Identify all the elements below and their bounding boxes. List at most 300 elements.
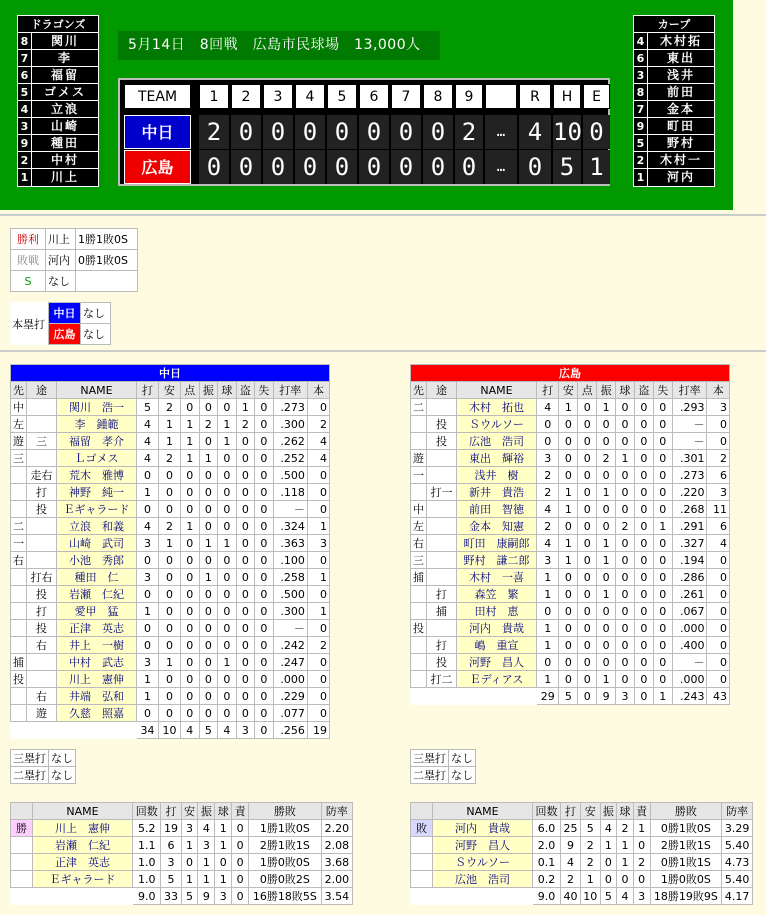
stat: .300 [273,603,307,620]
batting-order: 8 [18,33,32,49]
batter-row [11,637,330,654]
away-starting-lineup [17,15,99,187]
column-header: NAME [457,382,537,399]
stat: 0 [653,671,672,688]
column-header: 本 [707,382,730,399]
stat: 40 [561,888,581,905]
batter-row [411,501,730,518]
batter-row [11,399,330,416]
stat: 3.68 [321,854,352,871]
column-header: 勝敗 [650,803,722,820]
inning-header [485,84,517,109]
stat: 0 [307,399,329,416]
column-header: 途 [427,382,457,399]
stat: 0 [137,467,159,484]
batter-row [411,433,730,450]
lineup-row [634,33,714,50]
stat: 1 [537,569,559,586]
stat: 3 [707,484,730,501]
position: 左 [11,416,27,433]
stat: 0 [634,416,653,433]
stat: .258 [273,569,307,586]
inning-score: … [485,115,517,149]
position: 打 [27,484,57,501]
position [427,535,457,552]
position [27,416,57,433]
position: 走右 [27,467,57,484]
decision-mark [411,837,433,854]
player-name: 木村拓 [659,34,702,48]
stat: .363 [273,535,307,552]
stat: 1 [236,399,255,416]
stat: 0 [559,416,578,433]
stat: 0 [181,671,200,688]
stat: 1 [537,620,559,637]
column-header: 勝敗 [249,803,322,820]
stat: 3.29 [722,820,753,837]
stat: 4.73 [722,854,753,871]
lineup-row [18,101,98,118]
stat: .252 [273,450,307,467]
batter-name: 関川 浩一 [57,399,137,416]
stat: 2 [616,518,635,535]
position [27,552,57,569]
stat: 0 [634,637,653,654]
away-extra-base-hits [10,749,76,784]
inning-score: 2 [455,115,483,149]
stat: 1 [580,871,600,888]
stat: 19 [161,820,181,837]
stat: 0 [616,620,635,637]
stat: 4 [137,416,159,433]
stat: 1 [597,586,616,603]
stat: 0 [616,586,635,603]
stat: 1 [307,603,329,620]
batter-row [411,620,730,637]
stat: 0 [159,688,181,705]
batter-row [11,586,330,603]
stat: 0 [597,501,616,518]
position: 捕 [427,603,457,620]
stat: .300 [273,416,307,433]
stat: 0 [707,569,730,586]
stat: 0 [653,603,672,620]
stat: 5 [181,888,198,905]
stat: 0 [633,837,650,854]
stat: 4 [561,854,581,871]
stat: 0 [181,654,200,671]
stat: 0 [159,603,181,620]
decision-label: 敗戦 [11,250,46,271]
stat: 0 [218,620,237,637]
position: 三 [411,552,427,569]
position [27,399,57,416]
stat: 0 [578,620,597,637]
stat: 0 [181,467,200,484]
stat: 0 [232,854,249,871]
stat: 0 [137,637,159,654]
stat: 0 [616,433,635,450]
batting-order: 8 [634,84,648,100]
stat: 2 [199,416,218,433]
pitcher-name: 川上 憲伸 [33,820,133,837]
stat: 0 [559,518,578,535]
stat: 1 [215,871,232,888]
stat: 0 [559,654,578,671]
stat: 0 [236,586,255,603]
batter-name: 岩瀬 仁紀 [57,586,137,603]
batter-name: 町田 康嗣郎 [457,535,537,552]
stat: 0 [181,569,200,586]
inning-score: 0 [263,115,293,149]
column-header: 振 [600,803,617,820]
player-name: 木村一 [659,153,702,167]
stat: 1 [597,399,616,416]
team-title-row [411,365,730,382]
stat: .400 [672,637,707,654]
batter-name: 田村 恵 [457,603,537,620]
stat: 0 [236,671,255,688]
stat: 0 [653,433,672,450]
stat: 0 [218,671,237,688]
position: 打一 [427,484,457,501]
stat: 1 [198,871,215,888]
team-title-row [11,365,330,382]
divider [0,214,766,216]
stat: 0 [597,569,616,586]
stat: 1 [597,484,616,501]
stat: 1 [199,569,218,586]
stat: .247 [273,654,307,671]
batter-row [411,450,730,467]
stat: 4 [617,888,634,905]
position: 投 [427,433,457,450]
stat: 0 [597,654,616,671]
stat: 0 [537,654,559,671]
column-header: 回数 [533,803,561,820]
player-name: 立浪 [50,102,79,116]
stat: 0 [255,603,274,620]
total-r: 4 [519,115,551,149]
batter-name: 山崎 武司 [57,535,137,552]
stat: 0 [597,518,616,535]
batter-name: 新井 貴浩 [457,484,537,501]
stat: 0 [559,603,578,620]
lineup-row [634,101,714,118]
batting-order: 1 [634,169,648,186]
stat: 3 [215,888,232,905]
batter-row [11,705,330,722]
stat: 0 [616,501,635,518]
stat: 1 [181,871,198,888]
stat: 0 [707,654,730,671]
stat: 0 [307,501,329,518]
batter-name: 荒木 雅博 [57,467,137,484]
stat: 5 [559,688,578,705]
stat: 4 [137,450,159,467]
inning-score: 0 [295,150,325,184]
batter-name: 井端 弘和 [57,688,137,705]
stat: 0 [578,637,597,654]
stat: 0 [159,484,181,501]
header-row [11,382,330,399]
stat: 1 [137,671,159,688]
batter-row [11,450,330,467]
stat: 0 [181,854,198,871]
stat: 0 [232,837,249,854]
column-header: 責 [633,803,650,820]
position: 投 [411,620,427,637]
stat: 0 [181,620,200,637]
stat: 0 [255,399,274,416]
stat: 0 [578,501,597,518]
position [11,603,27,620]
stat: 5 [161,871,181,888]
player-name: 李 [57,51,72,65]
stat: 0 [218,484,237,501]
stat: 10 [159,722,181,739]
stat: 0 [199,688,218,705]
batting-order: 6 [18,67,32,83]
batter-name: 正津 英志 [57,620,137,637]
batter-name: 浅井 樹 [457,467,537,484]
stat: 0 [307,620,329,637]
stat: 3 [137,654,159,671]
inning-score: 0 [327,150,357,184]
header-row [411,382,730,399]
stat: 0 [181,501,200,518]
home-team-label: 広島 [124,150,191,184]
lineup-row [634,67,714,84]
extra-base-row [11,750,76,767]
pitcher-record: 0勝1敗0S [76,250,138,271]
stat: 0 [537,603,559,620]
stat: － [273,620,307,637]
pitcher-row [11,854,353,871]
stat: 0 [559,586,578,603]
stat: 5.40 [722,871,753,888]
stat: 0 [307,654,329,671]
batter-name: 神野 純一 [57,484,137,501]
stat: 0 [600,871,617,888]
away-pitching-table [10,802,353,905]
position: 遊 [27,705,57,722]
position [11,467,27,484]
stat: 0 [653,501,672,518]
stat: 0 [597,467,616,484]
stat: 1 [218,433,237,450]
position [427,552,457,569]
lineup-row [18,169,98,186]
position: 投 [427,654,457,671]
position: 右 [11,552,27,569]
stat: 5 [199,722,218,739]
player-name: 野村 [666,136,695,150]
stat: 10 [580,888,600,905]
position [411,603,427,620]
batter-name: 福留 孝介 [57,433,137,450]
stat: 0 [255,722,274,739]
pitcher-name [433,888,533,905]
decision-mark [411,854,433,871]
stat: 3 [307,535,329,552]
position: 一 [411,467,427,484]
pitcher-row [411,820,753,837]
stat: 0 [255,416,274,433]
stat: 2.0 [533,837,561,854]
stat: 0 [634,450,653,467]
stat: 0 [236,603,255,620]
stat: 1 [218,535,237,552]
column-header: NAME [433,803,533,820]
decision-mark [411,888,433,905]
column-header: 防率 [722,803,753,820]
stat: 0 [255,688,274,705]
column-header: 失 [255,382,274,399]
column-header: 盗 [236,382,255,399]
position [11,620,27,637]
stat: 0 [199,433,218,450]
stat: 0 [653,535,672,552]
stat: 25 [561,820,581,837]
stat: 0 [616,603,635,620]
batter-row [411,518,730,535]
stat: 0 [181,552,200,569]
batter-name: 野村 謙二郎 [457,552,537,569]
stat: 0 [653,552,672,569]
stat: 0 [559,671,578,688]
total-h: 10 [553,115,581,149]
batter-name: 小池 秀郎 [57,552,137,569]
stat: .220 [672,484,707,501]
stat: 1 [617,837,634,854]
inning-header: H [553,84,581,109]
position [427,450,457,467]
position [411,654,427,671]
position: 打右 [27,569,57,586]
stat: 0 [199,586,218,603]
decision-mark [11,854,33,871]
stat: 0 [181,484,200,501]
position [11,484,27,501]
batter-name: Ｌゴメス [57,450,137,467]
stat: 1 [215,837,232,854]
stat: 4 [218,722,237,739]
stat: 0 [218,467,237,484]
position: 三 [11,450,27,467]
position [411,586,427,603]
stat: 0 [653,586,672,603]
home-batting-table [410,364,730,705]
stat: 1 [537,586,559,603]
linescore-board [118,78,610,186]
pitcher-row [411,854,753,871]
position [27,518,57,535]
stat: 0 [653,416,672,433]
stat: 0 [634,399,653,416]
stat: 5 [580,820,600,837]
stat: 0 [616,569,635,586]
stat: 2 [307,416,329,433]
stat: 0 [634,518,653,535]
inning-header: 2 [231,84,261,109]
stat: 16勝18敗5S [249,888,322,905]
stat: 0 [307,705,329,722]
batter-name: 中村 武志 [57,654,137,671]
column-header [11,803,33,820]
batter-name: 立浪 和義 [57,518,137,535]
stat: 0 [634,586,653,603]
stat: 0 [218,552,237,569]
stat: 19 [307,722,329,739]
stat: 0 [199,552,218,569]
column-header: 打 [161,803,181,820]
away-batting-table [10,364,330,739]
divider [0,350,766,352]
position: 中 [411,501,427,518]
stat: 0 [616,484,635,501]
stat: 0 [255,705,274,722]
extra-base-label: 二塁打 [411,767,449,784]
home-run-label: 本塁打 [12,317,45,331]
stat: 2 [707,450,730,467]
player-name: 町田 [666,119,695,133]
batter-name: 木村 拓也 [457,399,537,416]
stat: 1 [181,837,198,854]
stat: 0 [653,450,672,467]
stat: 2 [236,416,255,433]
extra-base-row [11,767,76,784]
batter-row [11,416,330,433]
position [427,518,457,535]
pitcher-name: Ｅギャラード [33,871,133,888]
batter-row [411,671,730,688]
inning-score: 0 [423,115,453,149]
team-title: 広島 [411,365,730,382]
stat: 0 [232,871,249,888]
pitcher-name: 河野 昌人 [433,837,533,854]
stat: .100 [273,552,307,569]
stat: 1 [181,433,200,450]
stat: 0 [634,433,653,450]
column-header: 打 [537,382,559,399]
stat: 33 [161,888,181,905]
position [27,654,57,671]
position [11,569,27,586]
pitcher-name: 岩瀬 仁紀 [33,837,133,854]
stat: .293 [672,399,707,416]
column-header: NAME [57,382,137,399]
lineup-row [634,118,714,135]
lineup-row [634,84,714,101]
player-name: 関川 [50,34,79,48]
totals-row [411,888,753,905]
position [427,501,457,518]
batter-row [411,416,730,433]
stat: 1 [616,450,635,467]
batter-row [11,688,330,705]
batter-name: Ｅギャラード [57,501,137,518]
batter-row [11,552,330,569]
stat: 0 [653,654,672,671]
stat: 0 [218,603,237,620]
stat: 0 [633,871,650,888]
stat: － [672,433,707,450]
stat: 2 [617,820,634,837]
stat: 0 [578,671,597,688]
stat: 0 [634,671,653,688]
stat: 4 [181,722,200,739]
